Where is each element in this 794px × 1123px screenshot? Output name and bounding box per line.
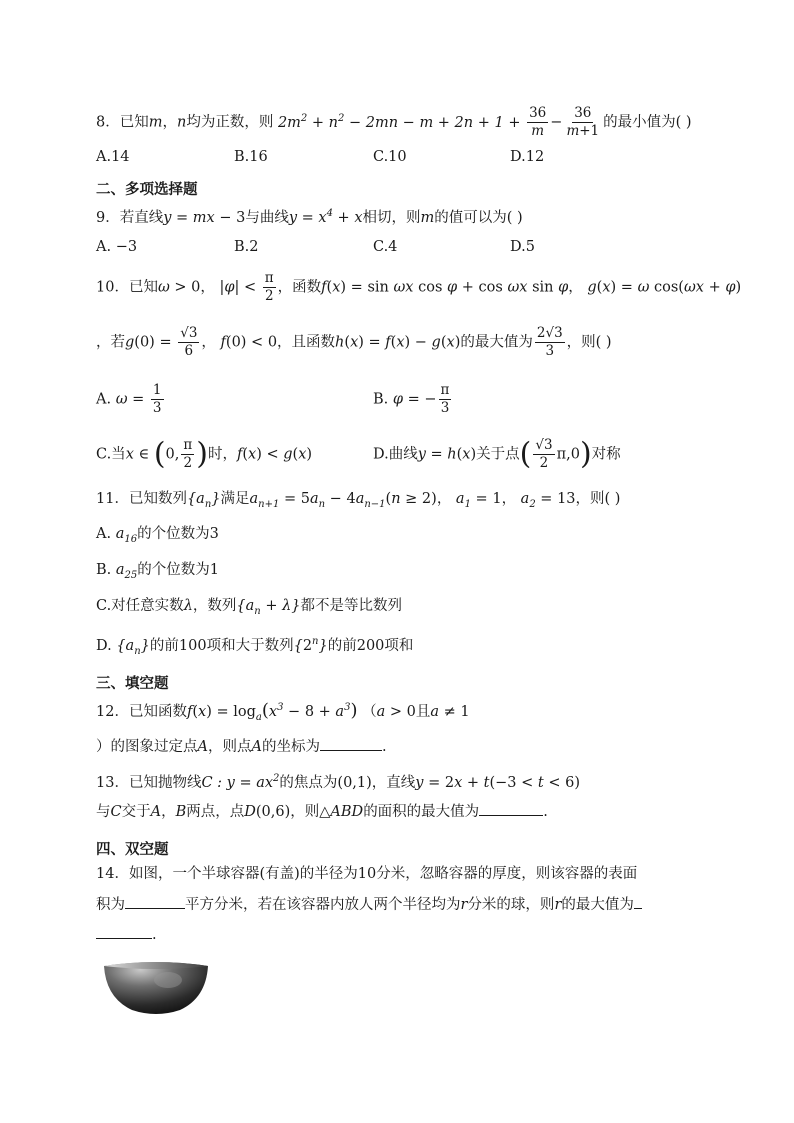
q8-option-b[interactable]: B.16 (234, 149, 268, 165)
question-9: 9．若直线y = mx − 3与曲线$y = x^4 + x$相切，则m的值可以为( ) (96, 208, 523, 226)
section-heading-4: 四、双空题 (96, 842, 169, 858)
q11-optd-mid: 的前100项和大于数列 (149, 637, 294, 654)
q8-mid: 均为正数，则 (186, 114, 274, 131)
q9-tail: 相切，则 (362, 209, 421, 226)
q11-optc-mid: ，数列 (192, 598, 237, 614)
q10-line2-prefix: ，若 (96, 334, 125, 351)
q14-line2-d: 的最大值为 (561, 897, 634, 913)
question-14: 14．如图，一个半球容器(有盖)的半径为10分米，忽略容器的厚度，则该容器的表面 (96, 866, 638, 882)
question-11: 11．已知数列$\{a_n\}$满足$a_{n+1} = 5a_n - 4a_{n-1}(n \ge 2)$， $a_1 = 1$， $a_2 = 13$，则( ) (96, 491, 621, 510)
q10-option-a[interactable]: A. ω = $\frac{1}{3}$ (96, 382, 162, 416)
q10-optc-prefix: C.当 (96, 446, 126, 463)
q12-cond-mid: 且 (415, 703, 431, 720)
q11-optd-tail: 的前200项和 (327, 637, 414, 654)
q9-mid: 与曲线 (245, 209, 289, 226)
q14-answer-blank-2[interactable] (96, 924, 152, 939)
question-14-line3: . (96, 924, 157, 945)
q11-optc-tail: 都不是等比数列 (300, 598, 403, 614)
q10-prefix: 10．已知 (96, 279, 158, 296)
q9-prefix: 9．若直线 (96, 209, 164, 226)
q10-line2-tail: ，则( ) (566, 334, 612, 351)
q13-line2-a: 交于 (121, 804, 151, 820)
section-heading-2: 二、多项选择题 (96, 182, 198, 198)
q14-line2-b: 平方分米，若在该容器内放人两个半径均为 (185, 897, 461, 913)
question-12-line2: ）的图象过定点A，则点A的坐标为 . (96, 736, 387, 757)
question-10: 10．已知ω > 0， |φ| < $\frac{\pi}{2}$ ，函数f(x) = sin ωx cos φ + cos ωx sin φ， g(x) = ω cos(ωx + φ) (96, 270, 742, 304)
q11-option-a[interactable]: A. $a_{16}$的个位数为3 (96, 526, 219, 545)
q10-line2-mid2: 的最大值为 (460, 334, 533, 351)
q9-option-c[interactable]: C.4 (373, 239, 398, 255)
hemisphere-bowl-image (100, 958, 212, 1018)
q10-line2-mid: ，且函数 (277, 334, 336, 351)
q13-line2-d: 的面积的最大值为 (363, 804, 480, 820)
q13-line2-b: 两点，点 (186, 804, 245, 820)
q12-prefix: 12．已知函数 (96, 703, 187, 720)
q13-mid2: ，直线 (371, 774, 416, 791)
q10-option-b[interactable]: B. φ = − $\frac{\pi}{3}$ (373, 382, 450, 416)
q12-line2-tail: 的坐标为 (261, 739, 320, 755)
q9-option-b[interactable]: B.2 (234, 239, 259, 255)
q10-func-label: ，函数 (277, 279, 322, 296)
q11-option-b[interactable]: B. $a_{25}$的个位数为1 (96, 562, 219, 581)
q14-line2-a: 积为 (96, 897, 125, 913)
q8-option-a[interactable]: A.14 (96, 149, 130, 165)
q10-optd-tail: 对称 (591, 446, 621, 463)
q13-line2-c: ，则△ (290, 804, 331, 820)
q8-option-c[interactable]: C.10 (373, 149, 407, 165)
question-12: 12．已知函数$f(x) = \log_a(x^3 - 8 + a^3) (a > 0$且a ≠ 1 (96, 699, 470, 723)
q10-option-d[interactable]: D.曲线y = h(x)关于点( $\frac{√3}{2}$ π,0)对称 (373, 436, 621, 472)
q13-line2: 与 (96, 804, 111, 820)
q11-opta-tail: 的个位数为3 (137, 526, 219, 542)
question-13: 13．已知抛物线C : $y = ax^2$的焦点为(0,1)，直线y = 2x + t(−3 < t < 6) (96, 773, 580, 791)
q11-option-c[interactable]: C.对任意实数λ，数列$\{a_n + \lambda\}$都不是等比数列 (96, 598, 403, 617)
bowl-body (104, 962, 208, 1014)
q9-option-a[interactable]: A. −3 (96, 239, 138, 255)
section-heading-3: 三、填空题 (96, 676, 169, 692)
q13-mid: 的焦点为 (279, 774, 338, 791)
question-10-line2: ，若g(0) = $\frac{√3}{6}$ ， f(0) < 0，且函数h(x) = f(x) − g(x)的最大值为 $\frac{2√3}{3}$ ，则( ) (96, 325, 612, 359)
q13-prefix: 13．已知抛物线 (96, 774, 202, 791)
q11-optc-prefix: C.对任意实数 (96, 598, 184, 614)
q10-optd-mid: 关于点 (476, 446, 520, 463)
q12-line2: ）的图象过定点 (96, 739, 198, 755)
q14-answer-blank-2-start[interactable] (634, 894, 642, 909)
q10-optc-mid: 时， (207, 446, 237, 463)
q13-answer-blank[interactable] (479, 801, 543, 816)
q9-option-d[interactable]: D.5 (510, 239, 535, 255)
question-13-line2: 与C交于A，B两点，点D(0,6)，则△ABD的面积的最大值为 . (96, 801, 548, 822)
q11-option-d[interactable]: D. $\{a_n\}$的前100项和大于数列{2$^n$}的前200项和 (96, 636, 414, 657)
question-8: 8．已知m，n均为正数，则 $2m^2 + n^2 - 2mn - m + 2n + 1$ + $\frac{36}{m}$ − $\frac{36}{m+1}$ 的最小值为( ) (96, 105, 692, 139)
q12-answer-blank[interactable] (320, 736, 382, 751)
q8-option-d[interactable]: D.12 (510, 149, 545, 165)
q11-prefix: 11．已知数列 (96, 491, 187, 507)
q11-mid: 满足 (220, 491, 250, 507)
q10-option-c[interactable]: C.当x ∈ (0, $\frac{\pi}{2}$ )时，f(x) < g(x) (96, 436, 313, 472)
q11-optb-tail: 的个位数为1 (137, 562, 219, 578)
q12-cond: （ (362, 703, 377, 720)
q12-line2-mid: ，则点 (207, 739, 252, 755)
q14-answer-blank-1[interactable] (125, 894, 185, 909)
q8-prefix: 8．已知 (96, 114, 149, 131)
q11-tail: ，则( ) (575, 491, 621, 507)
q8-tail: 的最小值为( ) (603, 114, 692, 131)
question-14-line2: 积为 平方分米，若在该容器内放人两个半径均为r分米的球，则r的最大值为 (96, 894, 642, 915)
q10-optd-prefix: D.曲线 (373, 446, 418, 463)
q14-line2-c: 分米的球，则 (467, 897, 555, 913)
bowl-highlight (154, 972, 182, 988)
q9-tail2: 的值可以为( ) (434, 209, 523, 226)
